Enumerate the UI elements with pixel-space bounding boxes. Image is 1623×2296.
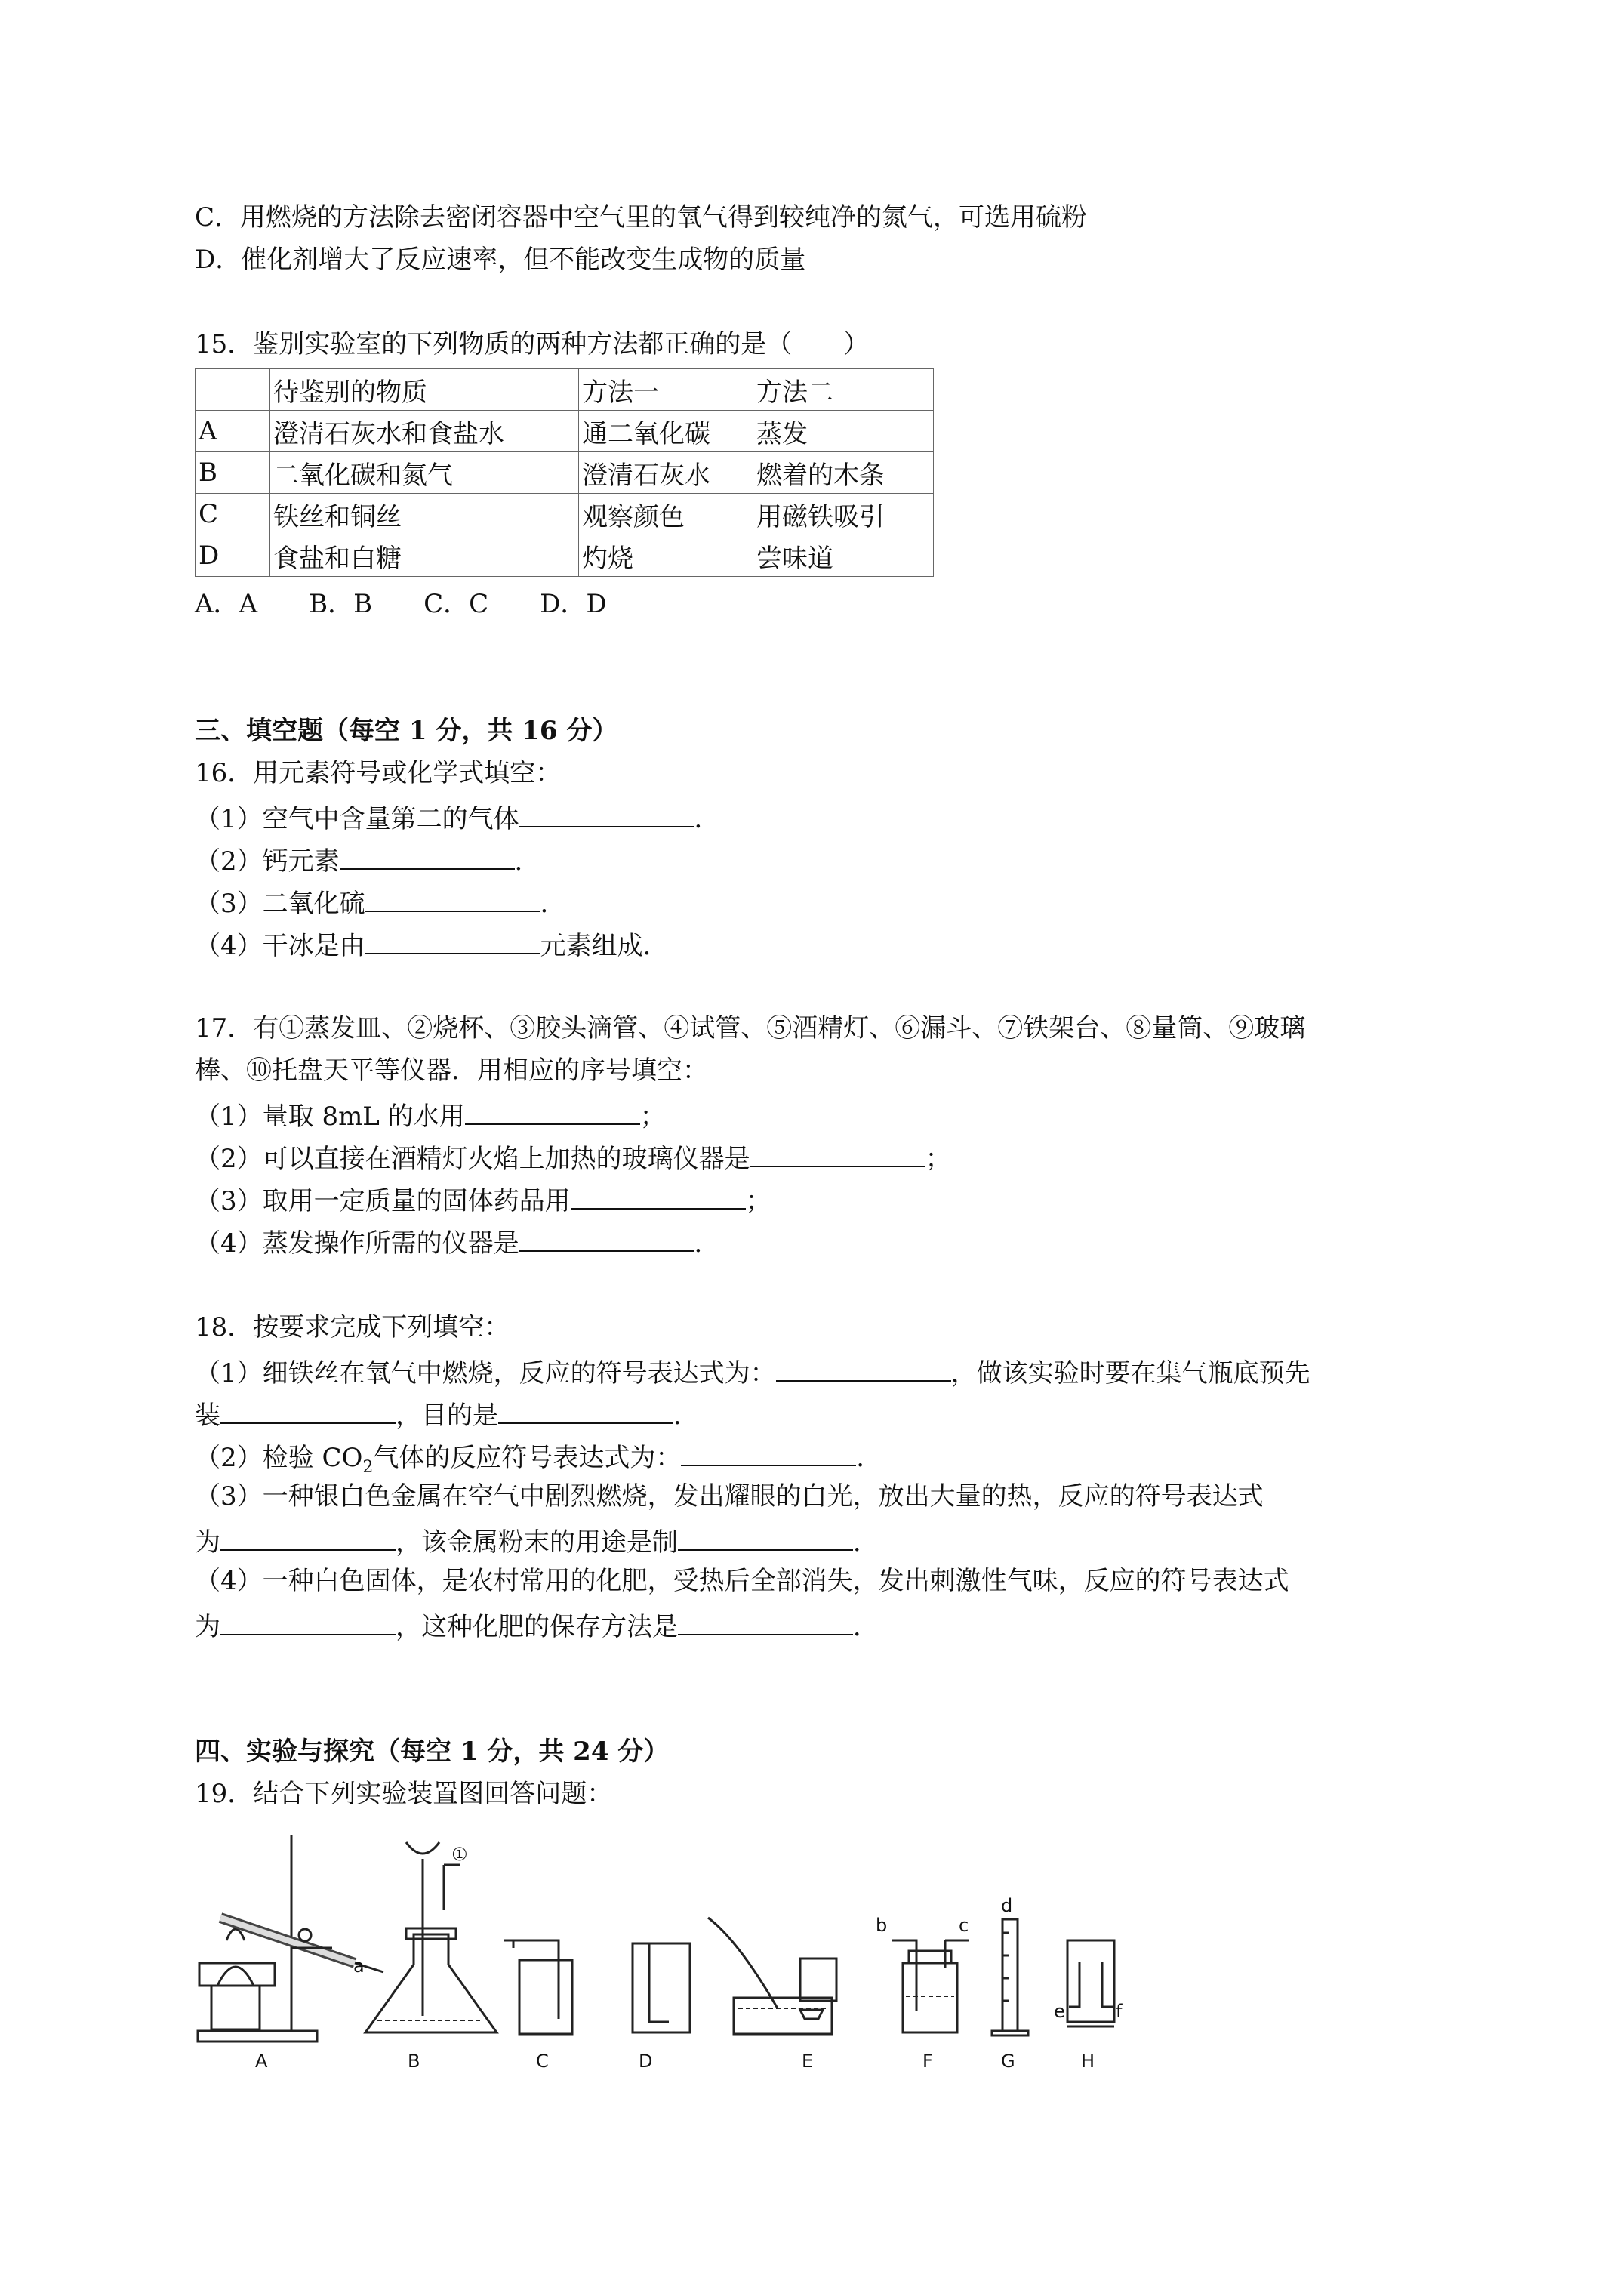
q16-stem: 16．用元素符号或化学式填空： — [195, 758, 562, 788]
q15-stem: 15．鉴别实验室的下列物质的两种方法都正确的是（ ） — [195, 329, 870, 359]
q17-stem-line-1: 17．有①蒸发皿、②烧杯、③胶头滴管、④试管、⑤酒精灯、⑥漏斗、⑦铁架台、⑧量筒、⑨玻璃 — [195, 1013, 1306, 1043]
q17-part-3-text: （3）取用一定质量的固体药品用 — [195, 1186, 571, 1216]
q18-part-1-text: （1）细铁丝在氧气中燃烧，反应的符号表达式为： — [195, 1358, 776, 1388]
period: ． — [673, 1401, 699, 1431]
period: ． — [540, 889, 566, 919]
apparatus-g — [992, 1919, 1028, 2036]
apparatus-e — [708, 1918, 836, 2034]
q18-part-4: （4）一种白色固体，是农村常用的化肥，受热后全部消失，发出刺激性气味，反应的符号表达式 — [195, 1566, 1289, 1596]
mark-c: c — [959, 1915, 969, 1936]
table-cell: 食盐和白糖 — [270, 535, 579, 577]
period: ． — [514, 846, 540, 877]
apparatus-label: E — [802, 2051, 814, 2072]
table-cell: 灼烧 — [579, 535, 753, 577]
table-cell: 澄清石灰水和食盐水 — [270, 411, 579, 452]
apparatus-a — [198, 1835, 383, 2042]
table-cell: 观察颜色 — [579, 494, 753, 535]
period: ． — [853, 1527, 879, 1558]
q18-part-4-cont-text: 为 — [195, 1612, 220, 1642]
period: ． — [694, 804, 720, 834]
table-cell: 铁丝和铜丝 — [270, 494, 579, 535]
apparatus-label: C — [536, 2051, 549, 2072]
table-header-cell: 方法一 — [579, 369, 753, 411]
section-3-title: 三、填空题（每空 1 分，共 16 分） — [195, 716, 618, 746]
q14-option-d: D．催化剂增大了反应速率，但不能改变生成物的质量 — [195, 245, 806, 275]
q18-part-3-cont-text: 为 — [195, 1527, 220, 1558]
q18-stem: 18．按要求完成下列填空： — [195, 1312, 510, 1342]
mark-circled-one: ① — [451, 1844, 468, 1865]
table-cell: 尝味道 — [753, 535, 934, 577]
section-4-title: 四、实验与探究（每空 1 分，共 24 分） — [195, 1737, 670, 1767]
apparatus-label: D — [639, 2051, 653, 2072]
q18-part-2-text-b: 气体的反应符号表达式为： — [373, 1443, 682, 1473]
q16-part-1-text: （1）空气中含量第二的气体 — [195, 804, 519, 834]
q16-part-2-text: （2）钙元素 — [195, 846, 340, 877]
table-cell: 蒸发 — [753, 411, 934, 452]
table-cell: 澄清石灰水 — [579, 452, 753, 494]
semicolon: ； — [925, 1144, 951, 1174]
mark-f: f — [1116, 2001, 1123, 2022]
q17-part-2-text: （2）可以直接在酒精灯火焰上加热的玻璃仪器是 — [195, 1144, 750, 1174]
q18-part-3-use: ，该金属粉末的用途是制 — [396, 1527, 678, 1558]
period: ． — [853, 1612, 879, 1642]
q18-part-1-purpose: ，目的是 — [396, 1401, 498, 1431]
table-cell: 二氧化碳和氮气 — [270, 452, 579, 494]
mark-e: e — [1054, 2001, 1065, 2022]
table-header-cell: 方法二 — [753, 369, 934, 411]
q18-part-2-text: （2）检验 CO — [195, 1443, 363, 1473]
q18-part-4-storage: ，这种化肥的保存方法是 — [396, 1612, 678, 1642]
q15-options: A．A B．B C．C D．D — [195, 589, 607, 619]
table-cell: 燃着的木条 — [753, 452, 934, 494]
q17-part-1-text: （1）量取 8mL 的水用 — [195, 1102, 465, 1132]
apparatus-b — [365, 1842, 497, 2032]
apparatus-d — [633, 1943, 690, 2032]
q17-part-4-text: （4）蒸发操作所需的仪器是 — [195, 1228, 519, 1259]
semicolon: ； — [745, 1186, 771, 1216]
apparatus-f — [892, 1940, 969, 2032]
table-cell: A — [196, 411, 270, 452]
q18-part-1-cont-text: 装 — [195, 1401, 220, 1431]
period: ． — [694, 1228, 720, 1259]
q16-part-3-text: （3）二氧化硫 — [195, 889, 365, 919]
mark-d: d — [1001, 1895, 1013, 1916]
apparatus-c — [504, 1940, 572, 2034]
apparatus-label: B — [408, 2051, 420, 2072]
q18-part-3: （3）一种银白色金属在空气中剧烈燃烧，发出耀眼的白光，放出大量的热，反应的符号表达式 — [195, 1481, 1264, 1512]
subscript: 2 — [362, 1457, 374, 1477]
table-cell: 用磁铁吸引 — [753, 494, 934, 535]
q19-stem: 19．结合下列实验装置图回答问题： — [195, 1779, 613, 1809]
q18-part-1-tail: ，做该实验时要在集气瓶底预先 — [950, 1358, 1310, 1388]
table-cell: B — [196, 452, 270, 494]
table-cell: C — [196, 494, 270, 535]
apparatus-label: A — [255, 2051, 268, 2072]
semicolon: ； — [639, 1102, 666, 1132]
mark-b: b — [876, 1915, 888, 1936]
apparatus-h — [1067, 1940, 1114, 2026]
table-header-cell: 待鉴别的物质 — [270, 369, 579, 411]
q16-part-4-text: （4）干冰是由 — [195, 931, 365, 961]
q17-stem-line-2: 棒、⑩托盘天平等仪器．用相应的序号填空： — [195, 1056, 708, 1086]
q14-option-c: C．用燃烧的方法除去密闭容器中空气里的氧气得到较纯净的氮气，可选用硫粉 — [195, 202, 1088, 233]
table-cell: 通二氧化碳 — [579, 411, 753, 452]
apparatus-label: H — [1081, 2051, 1095, 2072]
apparatus-label: F — [922, 2051, 933, 2072]
mark-a: a — [353, 1955, 365, 1977]
table-cell: D — [196, 535, 270, 577]
q16-part-4-tail: 元素组成． — [540, 931, 669, 961]
period: ． — [856, 1443, 882, 1473]
apparatus-label: G — [1001, 2051, 1015, 2072]
